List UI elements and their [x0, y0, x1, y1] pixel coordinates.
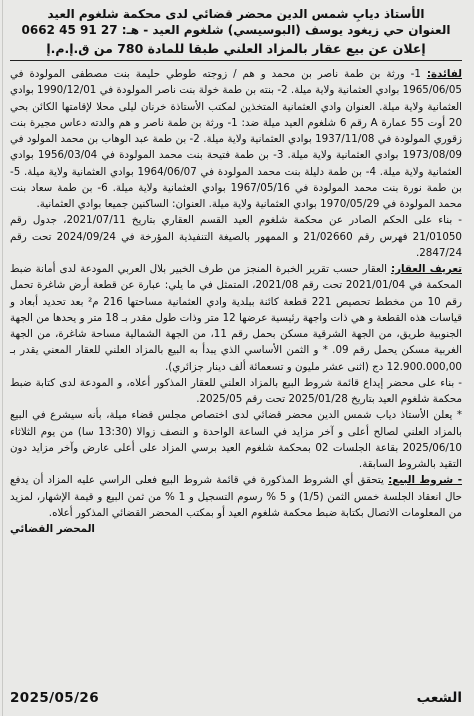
bailiff-address: العنوان حي زيغود يوسف (البوسيسي) شلغوم العيد - هـ: 27 91 45 0662: [21, 23, 451, 37]
title-divider: [10, 60, 462, 61]
paragraph-text: العقار حسب تقرير الخبرة المنجز من طرف الخبير بلال العربي المودعة لدى أمانة ضبط المحكمة في 2021/01/04 تحت رقم 2021/08، المتمثل في ما يلي: عبارة عن قطعة أرض شاغرة تحمل رقم 10 من مخطط تحصيص 221 قطعة كائنة ببلدية وادي العثمانية مساحتها 216 م² بعد تحديد أبعاد و قياسات هذه القطعة و هي ذات واجهة رئيسية عرضها 12 متر وذات طول مقدر بـ 18 متر و يحدها من الجهة الجنوبية طريق، من الجهة الشرقية مسكن بحمل رقم 11، من الجهة الشمالية مساحة شاغرة، من الجهة الغربية مسكن يحمل رقم 09. * و الثمن الأساسي الذي يبدأ به البيع بالمزاد العلني للعقار المعني يقدر بـ 12.900.000,00 دج (اثنى عشر مليون و تسعمائة ألف دينار جزائري).: [10, 263, 462, 373]
notice-body: [10, 66, 462, 537]
label-conditions: - شروط البيع:: [388, 474, 462, 487]
paragraph-parties: [10, 66, 462, 212]
paragraph-property: [10, 261, 462, 375]
paragraph-text: - بناء على محضر إيداع قائمة شروط البيع بالمزاد العلني للعقار المذكور أعلاه، و المودعة لدى كتابة ضبط محكمة شلغوم العيد بتاريخ 2025/01/28 تحت رقم 2025/05.: [10, 376, 462, 405]
paragraph-text: - بناء على الحكم الصادر عن محكمة شلغوم العيد القسم العقاري بتاريخ 2021/07/11، جدول رقم 21/01050 فهرس رقم 21/02660 و الممهور بالصيغة التنفيذية المؤرخة في 2024/09/24 تحت رقم 2847/24.: [10, 214, 462, 259]
notice-title: إعلان عن بيع عقار بالمزاد العلني طبقا للمادة 780 من ق.إ.م.إ: [46, 41, 426, 56]
signatory-label: المحضر القضائي: [10, 523, 95, 535]
paragraph-announcement: [10, 407, 462, 472]
paragraph-text: * يعلن الأستاذ دياب شمس الدين محضر قضائي لدى اختصاص مجلس قضاء ميلة، بأنه سيشرع في البيع بالمزاد العلني لصالح أعلى و آخر مزايد في الساعة الواحدة و النصف زوالا (13:30 سا) من يوم الثلاثاء 2025/06/10 بقاعة الجلسات 02 بمحكمة شلغوم العيد برسي المزاد على أعلى عارض وآخر مزايد دون التقيد بالشروط السابقة.: [10, 409, 462, 470]
label-beneficiary: لفائدة:: [426, 68, 462, 80]
paragraph-signatory: [10, 521, 462, 537]
paragraph-deposit: [10, 375, 462, 408]
notice-footer: [10, 690, 462, 712]
bailiff-name: الأستاذ ديابِ شمس الدين محضر قضائي لدى محكمة شلغوم العيد: [47, 7, 425, 21]
notice-header: [10, 6, 462, 57]
paragraph-conditions: [10, 472, 462, 521]
publication-date: 2025/05/26: [10, 690, 100, 706]
paragraph-text: 1- ورثة بن طمة ناصر بن محمد و هم / زوجته طوطي حليمة بنت مصطفى المولودة في 1965/06/05 بوادي العثمانية ولاية ميلة. 2- بنته بن طمة خولة بنت ناصر المولودة في 1990/12/01 بوادي العثمانية ولاية ميلة. العنوان وادي العثمانية المتخذين لمكتب الأستاذة خرنان ليلى محلا لإقامتها الكائن بحي 20 أوت 55 عمارة A رقم 6 شلغوم العيد ميلة ضد: 1- ورثة بن طمة ناصر و هم والدته دعاس مجيرة بنت زقوري المولودة في 1937/11/08 بوادي العثمانية ولاية ميلة. 2- بن طمة عبد الوهاب بن محمد المولود في 1973/08/09 بوادي العثمانية ولاية ميلة. 3- بن طمة فتيحة بنت محمد المولودة في 1956/03/04 بوادي العثمانية ولاية ميلة. 4- بن طمة دليلة بنت محمد المولودة في 1964/06/07 بوادي العثمانية ولاية ميلة. 5- بن طمة نورة بنت محمد المولودة في 1967/05/16 بوادي العثمانية ولاية ميلة. 6- بن طمة سعاد بنت محمد المولودة في 1970/05/29 بوادي العثمانية ولاية ميلة. العنوان: الساكنين جميعا بوادي العثمانية.: [10, 68, 463, 210]
paragraph-judgment: [10, 212, 462, 261]
label-property: تعريف العقار:: [390, 263, 462, 275]
newspaper-name: الشعب: [416, 690, 462, 706]
paragraph-text: يتحقق أي الشروط المذكورة في قائمة شروط البيع فعلى الراسي عليه المزاد أن يدفع حال انعقاد الجلسة خمس الثمن (1/5) و 5 % رسوم التسجيل و 1 % من ثمن البيع و قيمة الإشهار، لمزيد من المعلومات الاتصال بكتابة ضبط محكمة شلغوم العيد أو بمكتب المحضر القضائي المذكور أعلاه.: [10, 474, 462, 519]
